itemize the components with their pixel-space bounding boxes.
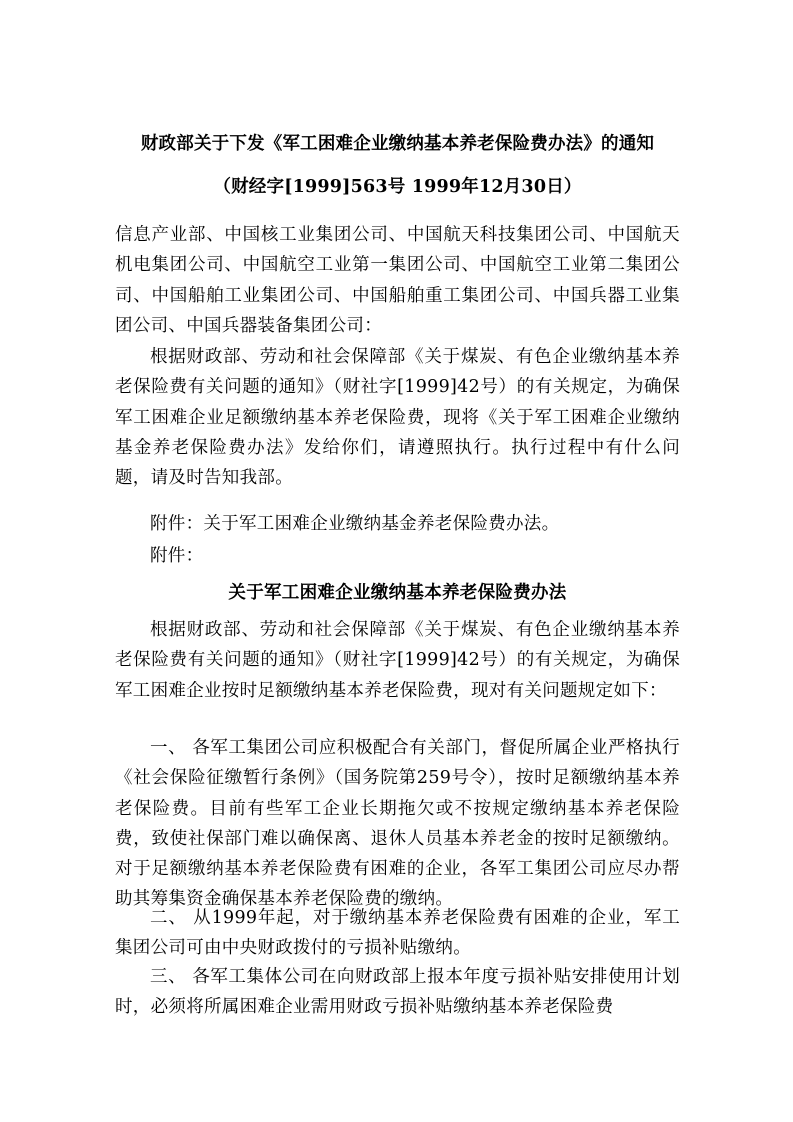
attachment-note: 附件：关于军工困难企业缴纳基金养老保险费办法。 (150, 514, 560, 534)
addressees-paragraph: 信息产业部、中国核工业集团公司、中国航天科技集团公司、中国航天机电集团公司、中国航空工业第一集团公司、中国航空工业第二集团公司、中国船舶工业集团公司、中国船舶重工集团公司、中国兵器工业集团公司、中国兵器装备集团公司： (115, 225, 680, 336)
attachment-label: 附件： (150, 546, 204, 566)
document-subtitle: （财经字[1999]563号 1999年12月30日） (213, 177, 582, 197)
document-title: 财政部关于下发《军工困难企业缴纳基本养老保险费办法》的通知 (140, 134, 655, 154)
item-3-paragraph: 三、 各军工集体公司在向财政部上报本年度亏损补贴安排使用计划时，必须将所属困难企业需用财政亏损补贴缴纳基本养老保险费 (115, 967, 680, 1018)
attachment-title: 关于军工困难企业缴纳基本养老保险费办法 (228, 583, 567, 603)
intro-paragraph: 根据财政部、劳动和社会保障部《关于煤炭、有色企业缴纳基本养老保险费有关问题的通知》（财社字[1999]42号）的有关规定，为确保军工困难企业足额缴纳基本养老保险费，现将《关于军工困难企业缴纳基金养老保险费办法》发给你们，请遵照执行。执行过程中有什么问题，请及时告知我部。 (115, 347, 680, 489)
item-1-paragraph: 一、 各军工集团公司应积极配合有关部门，督促所属企业严格执行《社会保险征缴暂行条例》（国务院第259号令），按时足额缴纳基本养老保险费。目前有些军工企业长期拖欠或不按规定缴纳基本养老保险费，致使社保部门难以确保离、退休人员基本养老金的按时足额缴纳。对于足额缴纳基本养老保险费有困难的企业，各军工集团公司应尽办帮助其筹集资金确保基本养老保险费的缴纳。 (115, 738, 680, 910)
attachment-intro-paragraph: 根据财政部、劳动和社会保障部《关于煤炭、有色企业缴纳基本养老保险费有关问题的通知》（财社字[1999]42号）的有关规定，为确保军工困难企业按时足额缴纳基本养老保险费，现对有关问题规定如下： (115, 620, 680, 701)
item-2-paragraph: 二、 从1999年起，对于缴纳基本养老保险费有困难的企业，军工集团公司可由中央财政拨付的亏损补贴缴纳。 (115, 908, 680, 959)
